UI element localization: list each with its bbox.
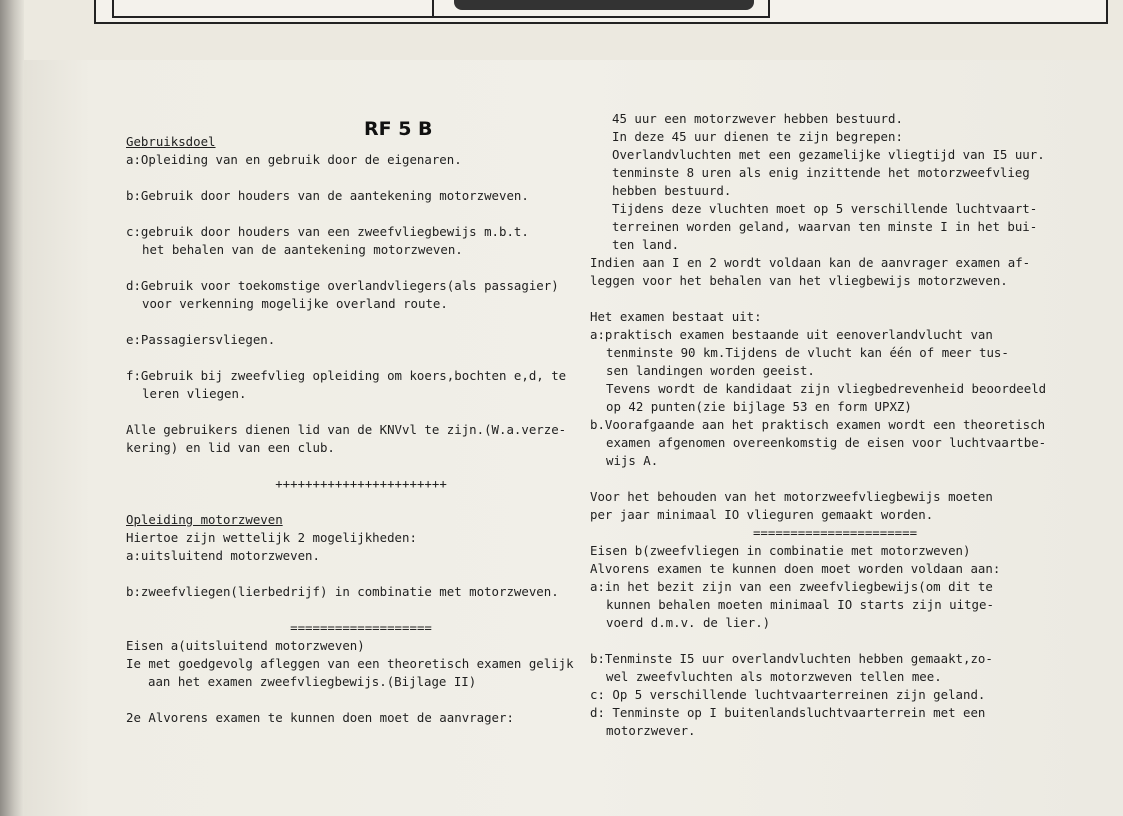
left-column [126,133,596,727]
strip-cell [112,0,434,18]
text-line: Het examen bestaat uit: [590,309,762,324]
text-line: wijs A. [606,453,659,468]
text-line: motorzwever. [606,723,696,738]
text-line: Eisen b(zweefvliegen in combinatie met motorzweven) [590,543,971,558]
text-line: d:Gebruik voor toekomstige overlandvliegers(als passagier) [126,278,559,293]
text-line: d: Tenminste op I buitenlandsluchtvaarterrein met een [590,705,986,720]
text-line: Voor het behouden van het motorzweefvliegbewijs moeten [590,489,993,504]
text-line: examen afgenomen overeenkomstig de eisen voor luchtvaartbe- [606,435,1047,450]
text-line: het behalen van de aantekening motorzweven. [142,242,463,257]
text-line: tenminste 90 km.Tijdens de vlucht kan één of meer tus- [606,345,1009,360]
page-title: RF 5 B [364,118,433,140]
text-line: 45 uur een motorzwever hebben bestuurd. [612,111,903,126]
text-line: Alle gebruikers dienen lid van de KNVvl te zijn.(W.a.verze- [126,422,567,437]
text-line: a:in het bezit zijn van een zweefvliegbewijs(om dit te [590,579,993,594]
text-line: In deze 45 uur dienen te zijn begrepen: [612,129,903,144]
strip-frame [94,0,1108,24]
text-line: c: Op 5 verschillende luchtvaarterreinen zijn geland. [590,687,986,702]
text-line: kunnen behalen moeten minimaal IO starts zijn uitge- [606,597,994,612]
heading-gebruiksdoel: Gebruiksdoel [126,134,216,149]
text-line: b:Tenminste I5 uur overlandvluchten hebben gemaakt,zo- [590,651,993,666]
text-line: Hiertoe zijn wettelijk 2 mogelijkheden: [126,530,417,545]
text-line: b:Gebruik door houders van de aantekening motorzweven. [126,188,529,203]
text-line: Overlandvluchten met een gezamelijke vliegtijd van I5 uur. [612,147,1045,162]
text-line: Ie met goedgevolg afleggen van een theoretisch examen gelijk [126,656,574,671]
text-line: terreinen worden geland, waarvan ten minste I in het bui- [612,219,1038,234]
text-line: voerd d.m.v. de lier.) [606,615,771,630]
right-column [590,110,1080,740]
text-line: leggen voor het behalen van het vliegbewijs motorzweven. [590,273,1008,288]
text-line: voor verkenning mogelijke overland route. [142,296,448,311]
text-line: aan het examen zweefvliegbewijs.(Bijlage II) [148,674,477,689]
separator-equals: ====================== [752,525,918,540]
text-line: a:praktisch examen bestaande uit eenoverlandvlucht van [590,327,993,342]
text-line: Alvorens examen te kunnen doen moet worden voldaan aan: [590,561,1001,576]
previous-page-strip [24,0,1123,61]
text-line: hebben bestuurd. [612,183,732,198]
text-line: Eisen a(uitsluitend motorzweven) [126,638,365,653]
document-page [24,60,1123,816]
text-line: Tijdens deze vluchten moet op 5 verschillende luchtvaart- [612,201,1038,216]
text-line: 2e Alvorens examen te kunnen doen moet de aanvrager: [126,710,514,725]
text-line: sen landingen worden geeist. [606,363,815,378]
text-line: a:Opleiding van en gebruik door de eigenaren. [126,152,462,167]
binder-edge [0,0,24,816]
text-line: c:gebruik door houders van een zweefvliegbewijs m.b.t. [126,224,529,239]
text-line: wel zweefvluchten als motorzweven tellen mee. [606,669,942,684]
text-line: b.Voorafgaande aan het praktisch examen wordt een theoretisch [590,417,1046,432]
heading-opleiding: Opleiding motorzweven [126,512,283,527]
text-line: a:uitsluitend motorzweven. [126,548,320,563]
text-line: per jaar minimaal IO vlieguren gemaakt worden. [590,507,934,522]
text-line: Tevens wordt de kandidaat zijn vliegbedrevenheid beoordeeld [606,381,1047,396]
text-line: leren vliegen. [142,386,247,401]
text-line: Indien aan I en 2 wordt voldaan kan de aanvrager examen af- [590,255,1031,270]
separator-equals: =================== [290,620,432,635]
separator-plus: +++++++++++++++++++++++ [275,476,447,491]
text-line: e:Passagiersvliegen. [126,332,276,347]
text-line: op 42 punten(zie bijlage 53 en form UPXZ) [606,399,912,414]
text-line: ten land. [612,237,680,252]
strip-cell [432,0,770,18]
strip-cell [768,0,1104,16]
text-line: b:zweefvliegen(lierbedrijf) in combinatie met motorzweven. [126,584,559,599]
text-line: f:Gebruik bij zweefvlieg opleiding om koers,bochten e,d, te [126,368,567,383]
text-line: tenminste 8 uren als enig inzittende het motorzweefvlieg [612,165,1030,180]
text-line: kering) en lid van een club. [126,440,335,455]
